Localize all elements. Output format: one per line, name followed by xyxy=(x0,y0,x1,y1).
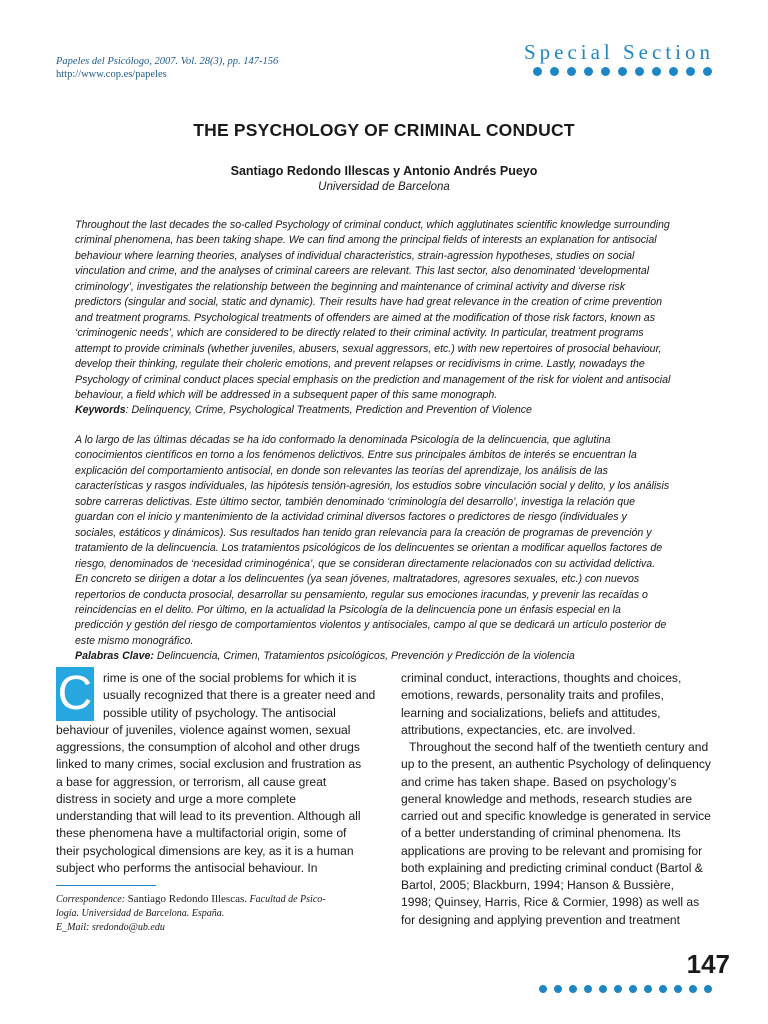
body-line: possible utility of psychology. The antisocial xyxy=(103,705,336,720)
abstract-line: este mismo monográfico. xyxy=(75,634,194,647)
keywords-line xyxy=(75,649,694,664)
body-line: emotions, rewards, personality traits and profiles, xyxy=(401,688,664,703)
body-line: a base for aggression, or terrorism, all cause great xyxy=(56,774,327,789)
correspondence-line: logía. Universidad de Barcelona. España. xyxy=(56,908,225,919)
body-line: 1998; Quinsey, Harris, Rice & Cormier, 1998) as well as xyxy=(401,895,700,910)
abstract-line: Throughout the last decades the so-called Psychology of criminal conduct, which agglutinates scientific knowledge surrounding xyxy=(75,219,670,231)
abstract-spanish xyxy=(75,433,694,665)
abstract-line: riesgo, denominados de ‘necesidad criminogénica’, que se consideran directamente relacionados con su actividad delictiva. xyxy=(75,557,656,570)
journal-line: Papeles del Psicólogo, 2007. Vol. 28(3), pp. 147-156 xyxy=(56,56,279,67)
body-line: subject who performs the antisocial behaviour. In xyxy=(56,860,318,875)
correspondence-email: E_Mail: sredondo@ub.edu xyxy=(56,922,165,933)
body-line: carried out and specific knowledge is generated in service xyxy=(401,809,711,823)
correspondence-faculty: Facultad de Psico- xyxy=(247,894,326,905)
body-line: up to the present, an authentic Psychology of delinquency xyxy=(401,757,711,772)
abstract-english xyxy=(75,218,694,419)
footnote-rule xyxy=(56,885,156,886)
abstract-line: and treatment programs. Psychological treatments of offenders are aimed at the modification of those risk factors, known as xyxy=(75,311,655,324)
body-line: behaviour of juveniles, violence against women, sexual xyxy=(56,722,351,737)
page-number: 147 xyxy=(686,949,730,979)
body-line: Bartol, 2005; Blackburn, 1994; Hanson & Bussière, xyxy=(401,878,674,892)
abstract-line: behaviour, a field which will be addressed in a subsequent paper of this same monograph. xyxy=(75,388,498,401)
body-line: distress in society and urge a more complete xyxy=(56,791,296,806)
abstract-line: A lo largo de las últimas décadas se ha ido conformado la denominada Psicología de la delincuencia, que aglutina xyxy=(75,434,611,446)
abstract-line: attempt to provide criminals (whether juveniles, abusers, sexual aggressors, etc.) with new repertoires of prosocial behaviour, xyxy=(75,342,662,355)
body-line: linked to many crimes, social exclusion and frustration as xyxy=(56,757,362,772)
body-line: rime is one of the social problems for which it is xyxy=(103,671,357,685)
abstract-line: tratamiento de la delincuencia. Los tratamientos psicológicos de los delincuentes se orientan a modificar aquellos factores de xyxy=(75,542,663,555)
abstract-line: criminology’, investigates the relationship between the beginning and maintenance of criminal activity and diverse risk xyxy=(75,280,625,293)
correspondence-label: Correspondence: xyxy=(56,894,128,905)
body-line: usually recognized that there is a greater need and xyxy=(103,688,376,703)
drop-cap: C xyxy=(57,667,93,720)
keywords-label: Palabras Clave: xyxy=(75,650,154,663)
abstract-line: reincidencias en el delito. Por último, en la actualidad la Psicología de la delincuencia pone un énfasis especial en la xyxy=(75,603,621,616)
abstract-line: predicción y gestión del riesgo de comportamientos violentos y antisociales, campo al que se dedicará un artículo posterior de xyxy=(75,619,667,632)
body-line: attributions, expectancies, etc. are involved. xyxy=(401,722,636,737)
article-authors: Santiago Redondo Illescas y Antonio Andrés Pueyo xyxy=(230,164,538,178)
body-line: aggressions, the consumption of alcohol and other drugs xyxy=(56,740,360,754)
footer-dots-decoration xyxy=(539,985,712,993)
correspondence-name: Santiago Redondo Illescas. xyxy=(127,893,248,905)
body-line: and crime has taken shape. Based on psychology’s xyxy=(401,774,677,789)
body-line: Throughout the second half of the twentieth century and xyxy=(409,740,709,754)
section-label: Special Section xyxy=(523,40,714,64)
body-line: understanding that will lead to its prevention. Although all xyxy=(56,809,361,823)
body-line: learning and socializations, beliefs and attitudes, xyxy=(401,705,661,720)
abstract-line: vinculation and crime, and the analyses of criminal careers are relevant. This last sector, also denominated ‘developmental xyxy=(75,265,650,278)
body-line: of a better understanding of criminal phenomena. Its xyxy=(401,826,681,841)
body-column-left xyxy=(56,670,376,877)
journal-url-link[interactable]: http://www.cop.es/papeles xyxy=(56,69,167,80)
abstract-line: sociales, estáticos y dinámicos). Sus resultados han tenido gran relevancia para la creación de programas de prevención y xyxy=(75,526,652,539)
body-line: criminal conduct, interactions, thoughts and choices, xyxy=(401,671,682,685)
abstract-line: behaviour where learning theories, analyses of individual characteristics, strain-agression hypotheses, studies on social xyxy=(75,249,635,262)
abstract-line: predictors (singular and social, static and dynamic). Their results have had great relevance in the creation of crime prevention xyxy=(75,296,663,309)
abstract-line: explicación del comportamiento antisocial, en donde son relevantes las teorías del aprendizaje, los análisis de las xyxy=(75,464,608,477)
correspondence-note xyxy=(56,892,366,935)
body-line: their psychological dimensions are key, as it is a human xyxy=(56,843,354,858)
article-title: THE PSYCHOLOGY OF CRIMINAL CONDUCT xyxy=(193,120,575,140)
keywords-line xyxy=(75,403,694,418)
section-dots-decoration xyxy=(533,67,712,76)
body-line: both explaining and predicting criminal conduct (Bartol & xyxy=(401,860,703,875)
abstract-line: repertorios de conducta prosocial, desarrollar su pensamiento, regular sus emociones iracundas, y prevenir las recaídas o xyxy=(75,588,648,601)
correspondence-line xyxy=(56,892,366,907)
body-line: for designing and applying prevention and treatment xyxy=(401,912,681,927)
abstract-line: guardan con el inicio y mantenimiento de la actividad criminal diversos factores o predictores de riesgo (individuales y xyxy=(75,511,627,524)
abstract-line: criminal phenomena, has been taking shape. We can find among the principal fields of interests an explanation for antisocial xyxy=(75,234,657,247)
abstract-line: ‘criminogenic needs’, which are considered to be directly related to their criminal activity. In particular, treatment programs xyxy=(75,327,644,340)
keywords-label: Keywords xyxy=(75,404,126,417)
abstract-line: sobre carreras delictivas. Este último sector, también denominado ‘criminología del desarrollo’, investiga la relación que xyxy=(75,495,635,508)
body-line: general knowledge and methods, research studies are xyxy=(401,791,693,806)
abstract-line: características y rasgos individuales, las hipótesis tensión-agresión, los estudios sobre vinculación social y delito, y los análisis xyxy=(75,480,670,493)
abstract-line: Psychology of criminal conduct places special emphasis on the prediction and management of the risk for violent and antisocial xyxy=(75,373,671,386)
keywords-text: Delincuencia, Crimen, Tratamientos psicológicos, Prevención y Predicción de la violencia xyxy=(153,650,575,663)
article-affiliation: Universidad de Barcelona xyxy=(318,181,450,193)
journal-citation xyxy=(56,55,278,81)
abstract-line: develop their thinking, regulate their choleric emotions, and prevent relapses or recidivisms in crime. Lastly, nowadays the xyxy=(75,358,645,371)
body-line: applications are proving to be relevant and promising for xyxy=(401,843,703,858)
keywords-text: : Delinquency, Crime, Psychological Treatments, Prediction and Prevention of Violence xyxy=(125,404,532,417)
abstract-line: conocimientos científicos en torno a los fenómenos delictivos. Entre sus principales ámbitos de interés se encuentran la xyxy=(75,449,637,462)
body-column-right xyxy=(401,670,713,929)
body-line: these phenomena have a multifactorial origin, some of xyxy=(56,826,347,841)
abstract-line: En concreto se dirigen a dotar a los delincuentes (ya sean jóvenes, maltratadores, agresores sexuales, etc.) con nuevos xyxy=(75,573,640,586)
